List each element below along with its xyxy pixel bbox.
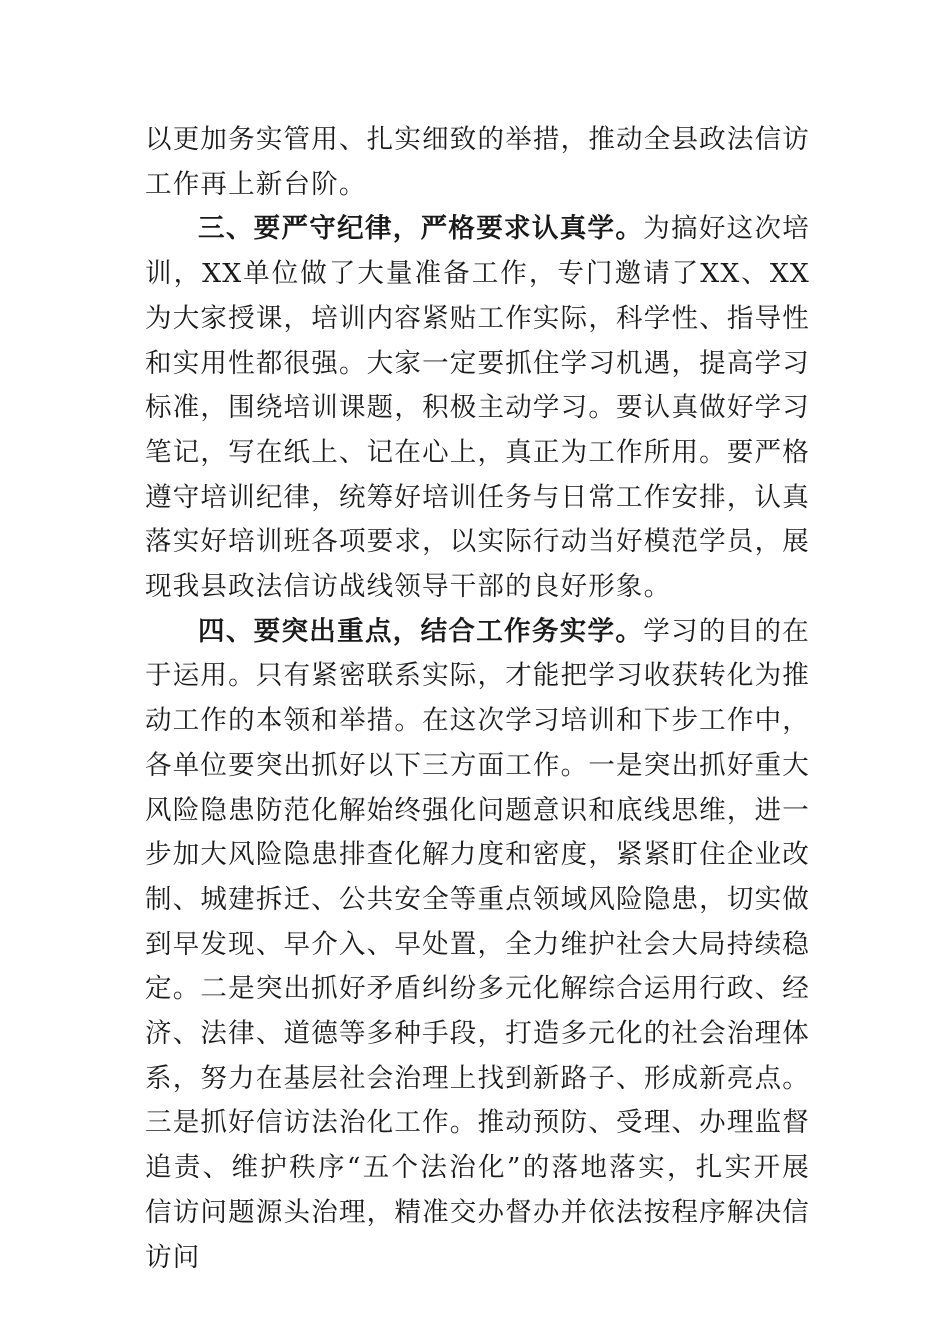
paragraph-section-three [145,207,810,609]
document-body [145,118,810,1280]
section-three-text: 为搞好这次培训，XX单位做了大量准备工作，专门邀请了XX、XX为大家授课，培训内容紧贴工作实际，科学性、指导性和实用性都很强。大家一定要抓住学习机遇，提高学习标准，围绕培训课题，积极主动学习。要认真做好学习笔记，写在纸上、记在心上，真正为工作所用。要严格遵守培训纪律，统筹好培训任务与日常工作安排，认真落实好培训班各项要求，以实际行动当好模范学员，展现我县政法信访战线领导干部的良好形象。 [145,213,811,603]
paragraph-section-four [145,610,810,1281]
section-four-heading: 四、要突出重点，结合工作务实学。 [198,615,644,647]
section-three-heading: 三、要严守纪律，严格要求认真学。 [198,213,644,245]
paragraph-text: 以更加务实管用、扎实细致的举措，推动全县政法信访工作再上新台阶。 [145,124,810,200]
paragraph-continuation [145,118,810,207]
section-four-text: 学习的目的在于运用。只有紧密联系实际，才能把学习收获转化为推动工作的本领和举措。在这次学习培训和下步工作中，各单位要突出抓好以下三方面工作。一是突出抓好重大风险隐患防范化解始终强化问题意识和底线思维，进一步加大风险隐患排查化解力度和密度，紧紧盯住企业改制、城建拆迁、公共安全等重点领域风险隐患，切实做到早发现、早介入、早处置，全力维护社会大局持续稳定。二是突出抓好矛盾纠纷多元化解综合运用行政、经济、法律、道德等多种手段，打造多元化的社会治理体系，努力在基层社会治理上找到新路子、形成新亮点。三是抓好信访法治化工作。推动预防、受理、办理监督追责、维护秩序“五个法治化”的落地落实，扎实开展信访问题源头治理，精准交办督办并依法按程序解决信访问 [145,615,811,1273]
